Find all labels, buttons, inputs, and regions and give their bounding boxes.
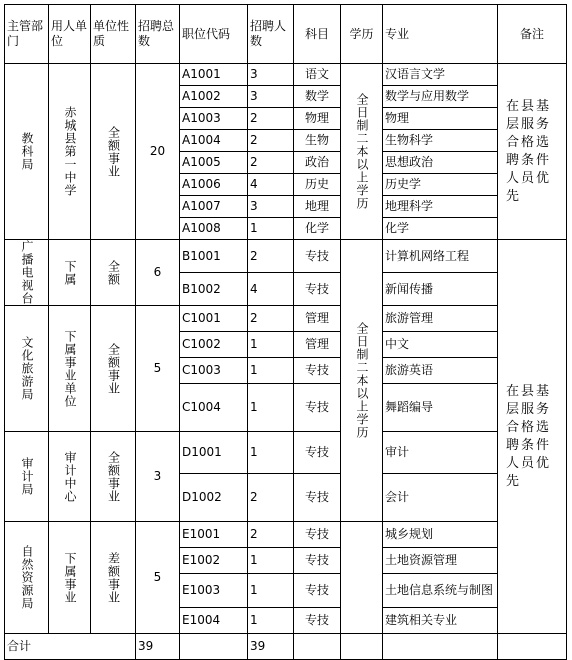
cell-major: 物理	[383, 108, 498, 130]
recruitment-table-container	[4, 4, 567, 660]
cell-major: 新闻传播	[383, 273, 498, 306]
cell-count: 4	[248, 174, 294, 196]
cell-major: 会计	[383, 474, 498, 522]
group-department	[5, 432, 49, 522]
cell-major: 化学	[383, 218, 498, 240]
cell-major: 生物科学	[383, 130, 498, 152]
cell-code: E1001	[180, 522, 248, 548]
cell-subject: 地理	[294, 196, 341, 218]
header-remark: 备注	[498, 5, 567, 64]
cell-count: 4	[248, 273, 294, 306]
header-education: 学历	[341, 5, 383, 64]
header-count: 招聘人数	[248, 5, 294, 64]
group-employer-text: 审计中心	[63, 450, 77, 503]
cell-code: C1001	[180, 306, 248, 332]
group-unit-nature	[91, 306, 136, 432]
group-unit-nature	[91, 64, 136, 240]
cell-code: B1001	[180, 240, 248, 273]
footer-empty-education	[341, 634, 383, 660]
group-employer-text: 下属事业单位	[63, 329, 77, 408]
cell-count: 1	[248, 432, 294, 474]
header-major: 专业	[383, 5, 498, 64]
group-total: 3	[136, 432, 180, 522]
cell-subject: 专技	[294, 384, 341, 432]
cell-education-empty	[341, 522, 383, 634]
cell-count: 1	[248, 332, 294, 358]
cell-subject: 生物	[294, 130, 341, 152]
table-row	[5, 306, 567, 332]
cell-code: A1002	[180, 86, 248, 108]
cell-count: 2	[248, 108, 294, 130]
cell-code: E1002	[180, 548, 248, 574]
cell-education	[341, 240, 383, 522]
cell-code: B1002	[180, 273, 248, 306]
cell-major: 汉语言文学	[383, 64, 498, 86]
header-subject: 科目	[294, 5, 341, 64]
cell-major: 舞蹈编导	[383, 384, 498, 432]
cell-major: 计算机网络工程	[383, 240, 498, 273]
cell-subject: 数学	[294, 86, 341, 108]
group-department	[5, 64, 49, 240]
cell-education-text: 全日制二本以上学历	[355, 93, 369, 210]
cell-subject: 语文	[294, 64, 341, 86]
cell-subject: 专技	[294, 474, 341, 522]
cell-count: 1	[248, 358, 294, 384]
cell-code: A1008	[180, 218, 248, 240]
cell-code: A1006	[180, 174, 248, 196]
cell-subject: 历史	[294, 174, 341, 196]
cell-code: E1004	[180, 608, 248, 634]
table-row	[5, 240, 567, 273]
group-unit-nature-text: 全额事业	[106, 125, 121, 178]
cell-major: 思想政治	[383, 152, 498, 174]
header-unit-nature: 单位性质	[91, 5, 136, 64]
footer-row	[5, 634, 567, 660]
group-employer	[49, 432, 91, 522]
group-unit-nature	[91, 522, 136, 634]
cell-count: 1	[248, 548, 294, 574]
group-unit-nature	[91, 240, 136, 306]
group-employer	[49, 240, 91, 306]
cell-subject: 专技	[294, 548, 341, 574]
cell-code: A1005	[180, 152, 248, 174]
header-employer: 用人单位	[49, 5, 91, 64]
group-employer	[49, 306, 91, 432]
cell-count: 3	[248, 196, 294, 218]
cell-code: A1007	[180, 196, 248, 218]
cell-code: A1001	[180, 64, 248, 86]
cell-major: 历史学	[383, 174, 498, 196]
cell-code: C1004	[180, 384, 248, 432]
cell-count: 2	[248, 240, 294, 273]
footer-total: 39	[136, 634, 180, 660]
footer-count: 39	[248, 634, 294, 660]
cell-code: C1002	[180, 332, 248, 358]
cell-subject: 专技	[294, 574, 341, 608]
cell-subject: 专技	[294, 358, 341, 384]
cell-code: C1003	[180, 358, 248, 384]
group-employer	[49, 522, 91, 634]
group-department-text: 审计局	[20, 457, 34, 496]
cell-count: 2	[248, 130, 294, 152]
cell-count: 2	[248, 522, 294, 548]
header-code: 职位代码	[180, 5, 248, 64]
cell-major: 审计	[383, 432, 498, 474]
cell-major: 土地资源管理	[383, 548, 498, 574]
group-department	[5, 306, 49, 432]
cell-code: A1003	[180, 108, 248, 130]
cell-major: 数学与应用数学	[383, 86, 498, 108]
group-unit-nature-text: 全额事业	[106, 450, 121, 503]
cell-code: D1001	[180, 432, 248, 474]
group-unit-nature-text: 全额事业	[106, 342, 121, 395]
cell-subject: 专技	[294, 273, 341, 306]
group-employer-text: 下属	[63, 259, 77, 286]
cell-education-text: 全日制二本以上学历	[355, 322, 369, 439]
cell-count: 2	[248, 152, 294, 174]
group-employer-text: 下属事业	[63, 551, 77, 604]
cell-subject: 管理	[294, 306, 341, 332]
cell-code: E1003	[180, 574, 248, 608]
cell-count: 1	[248, 608, 294, 634]
group-department	[5, 240, 49, 306]
cell-count: 1	[248, 218, 294, 240]
cell-major: 建筑相关专业	[383, 608, 498, 634]
cell-count: 2	[248, 474, 294, 522]
cell-subject: 专技	[294, 432, 341, 474]
cell-count: 1	[248, 384, 294, 432]
table-row	[5, 64, 567, 86]
footer-empty-subject	[294, 634, 341, 660]
cell-remark: 在县基层服务合格选聘条件人员优先	[498, 64, 567, 240]
group-department-text: 自然资源局	[20, 545, 34, 610]
table-row	[5, 522, 567, 548]
cell-major: 城乡规划	[383, 522, 498, 548]
cell-code: A1004	[180, 130, 248, 152]
footer-empty-code	[180, 634, 248, 660]
footer-empty-major	[383, 634, 498, 660]
cell-remark: 在县基层服务合格选聘条件人员优先	[498, 240, 567, 634]
group-unit-nature-text: 差额事业	[106, 551, 121, 604]
group-total: 6	[136, 240, 180, 306]
footer-label: 合计	[5, 634, 136, 660]
header-row	[5, 5, 567, 64]
group-department	[5, 522, 49, 634]
cell-major: 旅游英语	[383, 358, 498, 384]
group-unit-nature	[91, 432, 136, 522]
cell-education	[341, 64, 383, 240]
group-unit-nature-text: 全额	[106, 259, 121, 286]
group-department-text: 文化旅游局	[20, 336, 34, 401]
group-employer	[49, 64, 91, 240]
cell-subject: 管理	[294, 332, 341, 358]
group-total: 20	[136, 64, 180, 240]
cell-count: 3	[248, 64, 294, 86]
group-total: 5	[136, 306, 180, 432]
recruitment-table	[4, 4, 567, 660]
cell-count: 1	[248, 574, 294, 608]
group-total: 5	[136, 522, 180, 634]
header-department: 主管部门	[5, 5, 49, 64]
group-department-text: 广播电视台	[20, 240, 34, 305]
cell-subject: 物理	[294, 108, 341, 130]
cell-major: 旅游管理	[383, 306, 498, 332]
cell-subject: 专技	[294, 522, 341, 548]
cell-count: 3	[248, 86, 294, 108]
group-employer-text: 赤城县第一中学	[63, 106, 77, 197]
footer-empty-remark	[498, 634, 567, 660]
cell-count: 2	[248, 306, 294, 332]
table-row	[5, 432, 567, 474]
header-total: 招聘总数	[136, 5, 180, 64]
group-department-text: 教科局	[20, 132, 34, 171]
cell-major: 土地信息系统与制图	[383, 574, 498, 608]
cell-code: D1002	[180, 474, 248, 522]
cell-major: 中文	[383, 332, 498, 358]
cell-subject: 专技	[294, 240, 341, 273]
cell-subject: 化学	[294, 218, 341, 240]
cell-major: 地理科学	[383, 196, 498, 218]
cell-subject: 专技	[294, 608, 341, 634]
cell-subject: 政治	[294, 152, 341, 174]
